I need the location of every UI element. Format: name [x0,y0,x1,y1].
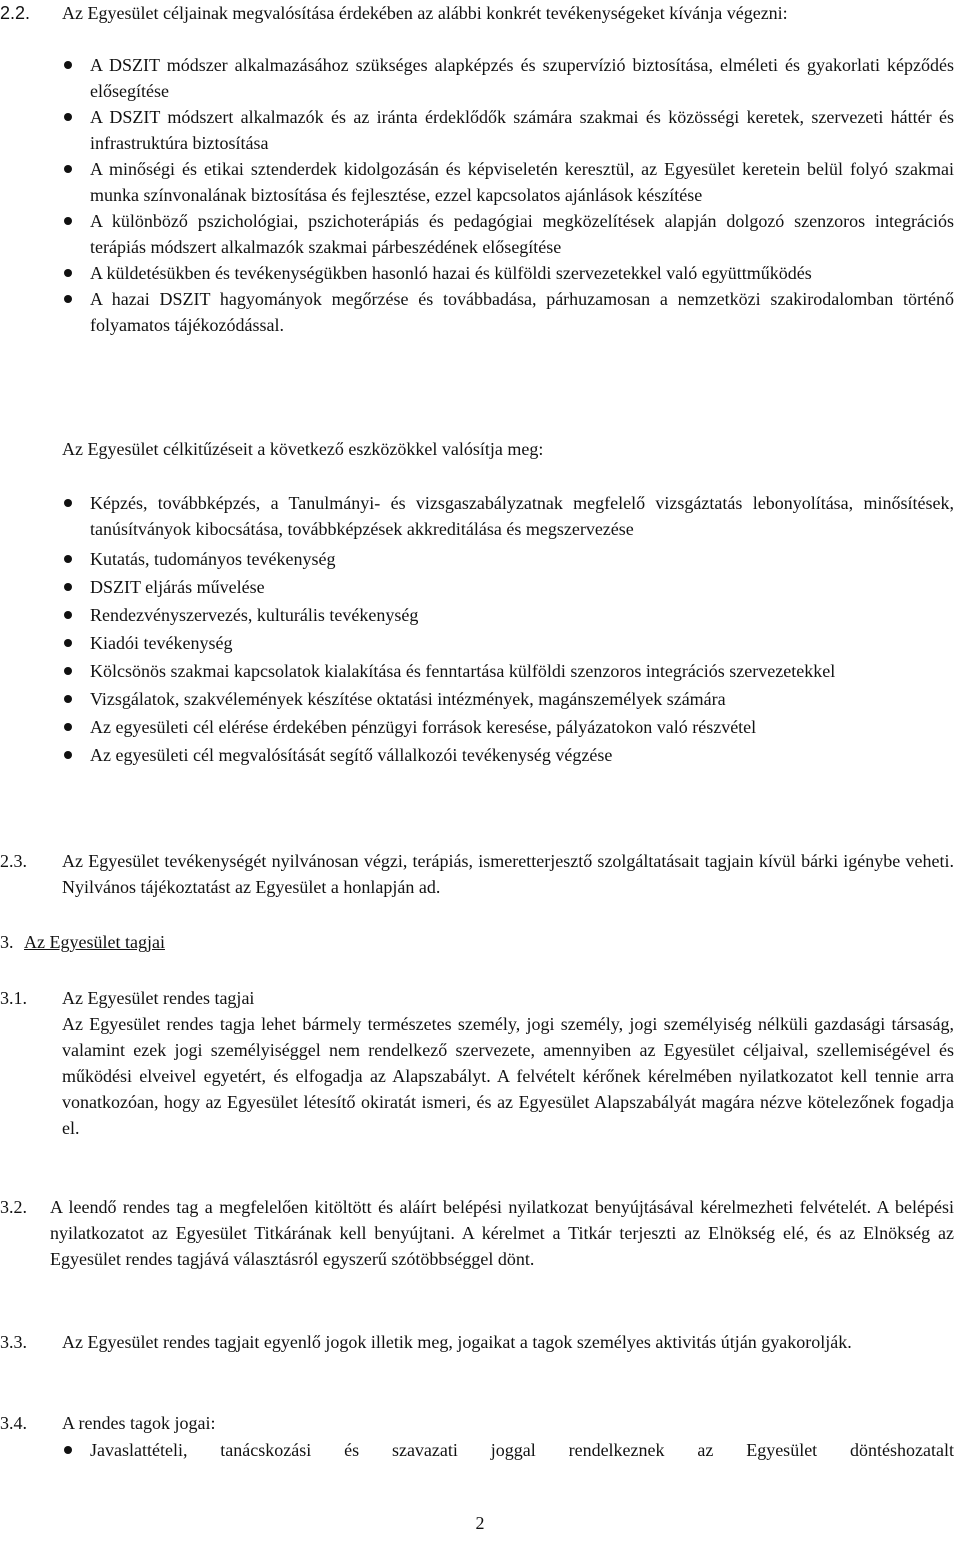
section-title: A rendes tagok jogai: [62,1413,216,1433]
section-title: Az Egyesület rendes tagjai [62,988,255,1008]
section-number: 2.2. [0,3,31,23]
bullet-icon [64,723,72,731]
bullet-icon [64,499,72,507]
bullet-icon [64,165,72,173]
section-text: A leendő rendes tag a megfelelően kitöltött és aláírt belépési nyilatkozat benyújtásával kérelmezheti felvételét. A belépési nyilatkozatot az Egyesület Titkárának kell benyújtani. A kérelmet a Titkár terjeszti az Elnökség elé, és az Elnökség az Egyesület rendes tagjává választásról egyszerű szótöbbséggel dönt. [50,1197,954,1269]
list-item: Vizsgálatok, szakvélemények készítése oktatási intézmények, magánszemélyek számára [62,686,954,712]
section-number: 3. [0,932,14,952]
list-item: Az egyesületi cél elérése érdekében pénzügyi források keresése, pályázatokon való részvétel [62,714,954,740]
list-item: DSZIT eljárás művelése [62,574,954,600]
section-text: Az Egyesület rendes tagja lehet bármely természetes személy, jogi személy, jogi személyiség nélküli gazdasági társaság, valamint ezek jogi személyiséggel nem rendelkező szervezete, amennyiben az Egyesület céljaival, szellemiségével és működési elveivel egyetért, és elfogadja az Alapszabályt. A felvételt kérőnek kérelmében nyilatkozatot kell tennie arra vonatkozóan, hogy az Egyesület létesítő okiratát ismeri, és az Egyesület Alapszabályát magára nézve kötelezőnek fogadja el. [62,1014,954,1138]
list-item: A DSZIT módszer alkalmazásához szükséges alapképzés és szupervízió biztosítása, elméleti és gyakorlati képződés elősegítése [62,52,954,104]
list-item: Rendezvényszervezés, kulturális tevékenység [62,602,954,628]
activities-list [62,52,954,338]
means-intro: Az Egyesület célkitűzéseit a következő eszközökkel valósítja meg: [62,439,544,459]
bullet-icon [64,583,72,591]
bullet-icon [64,555,72,563]
section-intro: Az Egyesület céljainak megvalósítása érdekében az alábbi konkrét tevékenységeket kívánja végezni: [62,3,788,23]
rights-list [62,1437,954,1463]
list-item: Javaslattételi, tanácskozási és szavazati joggal rendelkeznek az Egyesület döntéshozatalt [62,1437,954,1463]
section-number: 3.3. [0,1332,27,1352]
section-text: Az Egyesület rendes tagjait egyenlő jogok illetik meg, jogaikat a tagok személyes aktivitás útján gyakorolják. [62,1332,852,1352]
section-number: 2.3. [0,851,27,871]
list-item: A minőségi és etikai sztenderdek kidolgozásán és képviseletén keresztül, az Egyesület keretein belül folyó szakmai munka színvonalának biztosítása és fejlesztése, ezzel kapcsolatos ajánlások készítése [62,156,954,208]
list-item: Kölcsönös szakmai kapcsolatok kialakítása és fenntartása külföldi szenzoros integrációs szervezetekkel [62,658,954,684]
section-text: Az Egyesület tevékenységét nyilvánosan végzi, terápiás, ismeretterjesztő szolgáltatásait tagjain kívül bárki igénybe veheti. Nyilvános tájékoztatást az Egyesület a honlapján ad. [62,851,954,897]
section-number: 3.4. [0,1413,27,1433]
means-list [62,490,954,768]
list-item: Az egyesületi cél megvalósítását segítő vállalkozói tevékenység végzése [62,742,954,768]
bullet-icon [64,295,72,303]
list-item: A hazai DSZIT hagyományok megőrzése és továbbadása, párhuzamosan a nemzetközi szakirodalomban történő folyamatos tájékozódással. [62,286,954,338]
bullet-icon [64,751,72,759]
list-item: A küldetésükben és tevékenységükben hasonló hazai és külföldi szervezetekkel való együttműködés [62,260,954,286]
list-item: Képzés, továbbképzés, a Tanulmányi- és vizsgaszabályzatnak megfelelő vizsgáztatás lebonyolítása, minősítések, tanúsítványok kibocsátása, továbbképzések akkreditálása és megszervezése [62,490,954,542]
page-number: 2 [475,1513,485,1533]
section-number: 3.1. [0,988,27,1008]
bullet-icon [64,639,72,647]
bullet-icon [64,269,72,277]
section-title: Az Egyesület tagjai [24,932,165,952]
bullet-icon [64,667,72,675]
bullet-icon [64,1446,72,1454]
list-item: Kutatás, tudományos tevékenység [62,546,954,572]
bullet-icon [64,113,72,121]
bullet-icon [64,217,72,225]
bullet-icon [64,611,72,619]
list-item: Kiadói tevékenység [62,630,954,656]
bullet-icon [64,61,72,69]
list-item: A különböző pszichológiai, pszichoterápiás és pedagógiai megközelítések alapján dolgozó szenzoros integrációs terápiás módszert alkalmazók szakmai párbeszédének elősegítése [62,208,954,260]
list-item: A DSZIT módszert alkalmazók és az iránta érdeklődők számára szakmai és közösségi keretek, szervezeti háttér és infrastruktúra biztosítása [62,104,954,156]
bullet-icon [64,695,72,703]
section-number: 3.2. [0,1197,27,1217]
